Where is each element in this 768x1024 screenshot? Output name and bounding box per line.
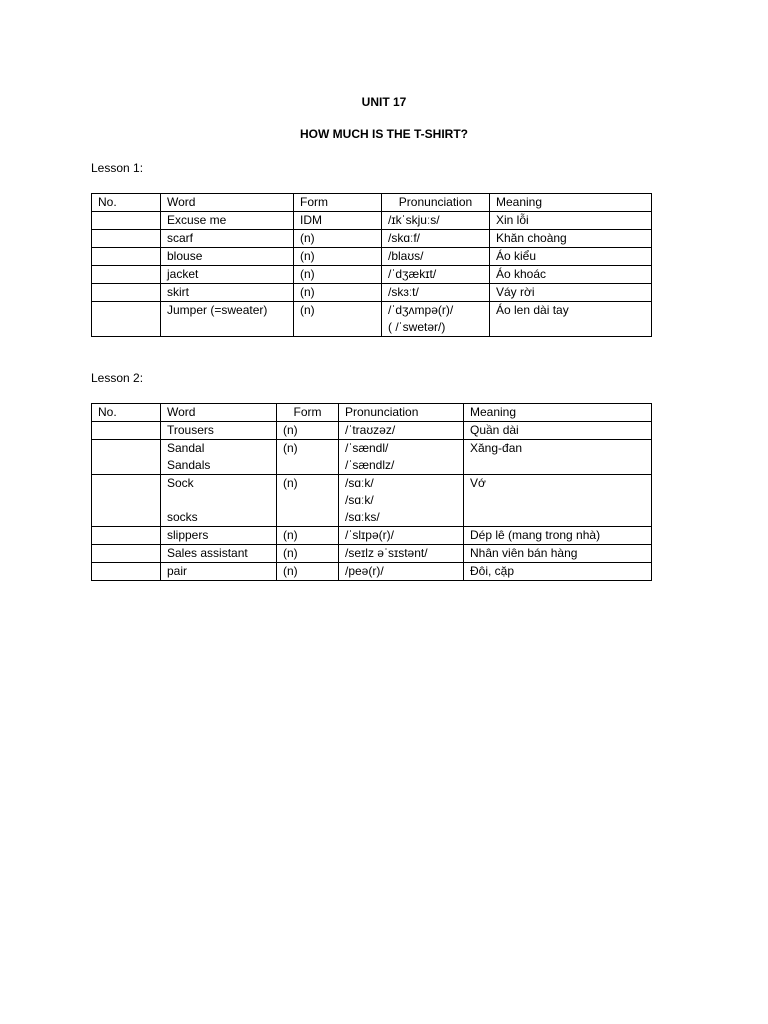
- table-row: [92, 440, 652, 475]
- word-cell-line: Sandals: [167, 458, 211, 472]
- form-cell: (n): [277, 422, 339, 440]
- table-row: [92, 248, 652, 266]
- pronunciation-cell: [339, 422, 464, 440]
- column-header: Form: [277, 404, 339, 422]
- column-header: Meaning: [464, 404, 652, 422]
- pronunciation-cell-line: /ˈsændlz/: [345, 458, 395, 472]
- word-cell: [161, 212, 294, 230]
- pronunciation-cell-line: /ˈdʒʌmpə(r)/: [388, 303, 454, 317]
- word-cell: [161, 563, 277, 581]
- pronunciation-cell-line: /sɑːk/: [345, 493, 374, 507]
- word-cell-line: jacket: [167, 267, 199, 281]
- meaning-cell: Đôi, cặp: [464, 563, 652, 581]
- table-row: [92, 212, 652, 230]
- pronunciation-cell-line: /blaʊs/: [388, 249, 424, 263]
- no-cell: [92, 302, 161, 337]
- form-cell: (n): [277, 527, 339, 545]
- word-cell-line: pair: [167, 564, 188, 578]
- page-title: HOW MUCH IS THE T-SHIRT?: [300, 127, 468, 141]
- pronunciation-cell: [339, 563, 464, 581]
- word-cell-line: scarf: [167, 231, 194, 245]
- pronunciation-cell-line: /sɑːks/: [345, 510, 380, 524]
- no-cell: [92, 230, 161, 248]
- pronunciation-cell: [339, 545, 464, 563]
- pronunciation-cell: [382, 230, 490, 248]
- meaning-cell: Xăng-đan: [464, 440, 652, 475]
- form-cell: (n): [277, 545, 339, 563]
- pronunciation-cell: [382, 284, 490, 302]
- table-row: [92, 475, 652, 527]
- form-cell: IDM: [294, 212, 382, 230]
- column-header: No.: [92, 194, 161, 212]
- pronunciation-cell-line: /ˈtraʊzəz/: [345, 423, 396, 437]
- word-cell: [161, 440, 277, 475]
- word-cell-line: slippers: [167, 528, 209, 542]
- table-row: [92, 527, 652, 545]
- pronunciation-cell-line: /skɑːf/: [388, 231, 421, 245]
- table-row: [92, 563, 652, 581]
- no-cell: [92, 422, 161, 440]
- meaning-cell: Áo khoác: [490, 266, 652, 284]
- pronunciation-cell-line: /ˈsændl/: [345, 441, 389, 455]
- table-header-row: [92, 404, 652, 422]
- table-row: [92, 302, 652, 337]
- meaning-cell: Quần dài: [464, 422, 652, 440]
- pronunciation-cell-line: /ɪkˈskjuːs/: [388, 213, 440, 227]
- word-cell: [161, 545, 277, 563]
- meaning-cell: Xin lỗi: [490, 212, 652, 230]
- word-cell: [161, 527, 277, 545]
- pronunciation-cell-line: /ˈslɪpə(r)/: [345, 528, 394, 542]
- lesson-2-vocab-table: [91, 403, 652, 581]
- word-cell-line: Excuse me: [167, 213, 227, 227]
- form-cell: (n): [277, 440, 339, 475]
- pronunciation-cell: [382, 266, 490, 284]
- lesson-1-heading: Lesson 1:: [91, 161, 144, 175]
- pronunciation-cell: [382, 302, 490, 337]
- table-header-row: [92, 194, 652, 212]
- meaning-cell: Váy rời: [490, 284, 652, 302]
- meaning-cell: Dép lê (mang trong nhà): [464, 527, 652, 545]
- pronunciation-cell-line: /seɪlz əˈsɪstənt/: [345, 546, 428, 560]
- table-row: [92, 266, 652, 284]
- column-header: Pronunciation: [382, 194, 490, 212]
- form-cell: (n): [277, 563, 339, 581]
- word-cell-line: Sock: [167, 476, 194, 490]
- meaning-cell: Áo kiểu: [490, 248, 652, 266]
- no-cell: [92, 527, 161, 545]
- no-cell: [92, 440, 161, 475]
- form-cell: (n): [294, 302, 382, 337]
- meaning-cell: Vớ: [464, 475, 652, 527]
- word-cell-line: socks: [167, 510, 198, 524]
- pronunciation-cell-line: /skɜːt/: [388, 285, 419, 299]
- unit-title: UNIT 17: [361, 95, 407, 109]
- column-header: Form: [294, 194, 382, 212]
- word-cell: [161, 284, 294, 302]
- word-cell: [161, 475, 277, 527]
- no-cell: [92, 212, 161, 230]
- no-cell: [92, 545, 161, 563]
- table-row: [92, 230, 652, 248]
- pronunciation-cell: [382, 212, 490, 230]
- word-cell-line: Sandal: [167, 441, 205, 455]
- pronunciation-cell-line: /ˈdʒækɪt/: [388, 267, 437, 281]
- table-row: [92, 422, 652, 440]
- word-cell-line: blouse: [167, 249, 203, 263]
- pronunciation-cell: [339, 475, 464, 527]
- form-cell: (n): [277, 475, 339, 527]
- word-cell-line: skirt: [167, 285, 189, 299]
- column-header: No.: [92, 404, 161, 422]
- word-cell: [161, 266, 294, 284]
- pronunciation-cell: [382, 248, 490, 266]
- form-cell: (n): [294, 266, 382, 284]
- no-cell: [92, 475, 161, 527]
- pronunciation-cell-line: /peə(r)/: [345, 564, 384, 578]
- pronunciation-cell-line: ( /ˈswetər/): [388, 320, 446, 334]
- column-header: Meaning: [490, 194, 652, 212]
- word-cell-line: [167, 492, 270, 509]
- column-header: Pronunciation: [339, 404, 464, 422]
- word-cell: [161, 302, 294, 337]
- lesson-1-vocab-table: [91, 193, 652, 337]
- no-cell: [92, 248, 161, 266]
- word-cell-line: Jumper (=sweater): [167, 303, 268, 317]
- form-cell: (n): [294, 248, 382, 266]
- no-cell: [92, 266, 161, 284]
- form-cell: (n): [294, 284, 382, 302]
- word-cell: [161, 422, 277, 440]
- form-cell: (n): [294, 230, 382, 248]
- meaning-cell: Nhân viên bán hàng: [464, 545, 652, 563]
- word-cell-line: Sales assistant: [167, 546, 248, 560]
- word-cell-line: Trousers: [167, 423, 214, 437]
- meaning-cell: Áo len dài tay: [490, 302, 652, 337]
- table-row: [92, 284, 652, 302]
- no-cell: [92, 284, 161, 302]
- pronunciation-cell: [339, 527, 464, 545]
- meaning-cell: Khăn choàng: [490, 230, 652, 248]
- word-cell: [161, 230, 294, 248]
- pronunciation-cell-line: /sɑːk/: [345, 476, 374, 490]
- column-header: Word: [161, 194, 294, 212]
- lesson-2-heading: Lesson 2:: [91, 371, 144, 385]
- word-cell: [161, 248, 294, 266]
- pronunciation-cell: [339, 440, 464, 475]
- column-header: Word: [161, 404, 277, 422]
- table-row: [92, 545, 652, 563]
- no-cell: [92, 563, 161, 581]
